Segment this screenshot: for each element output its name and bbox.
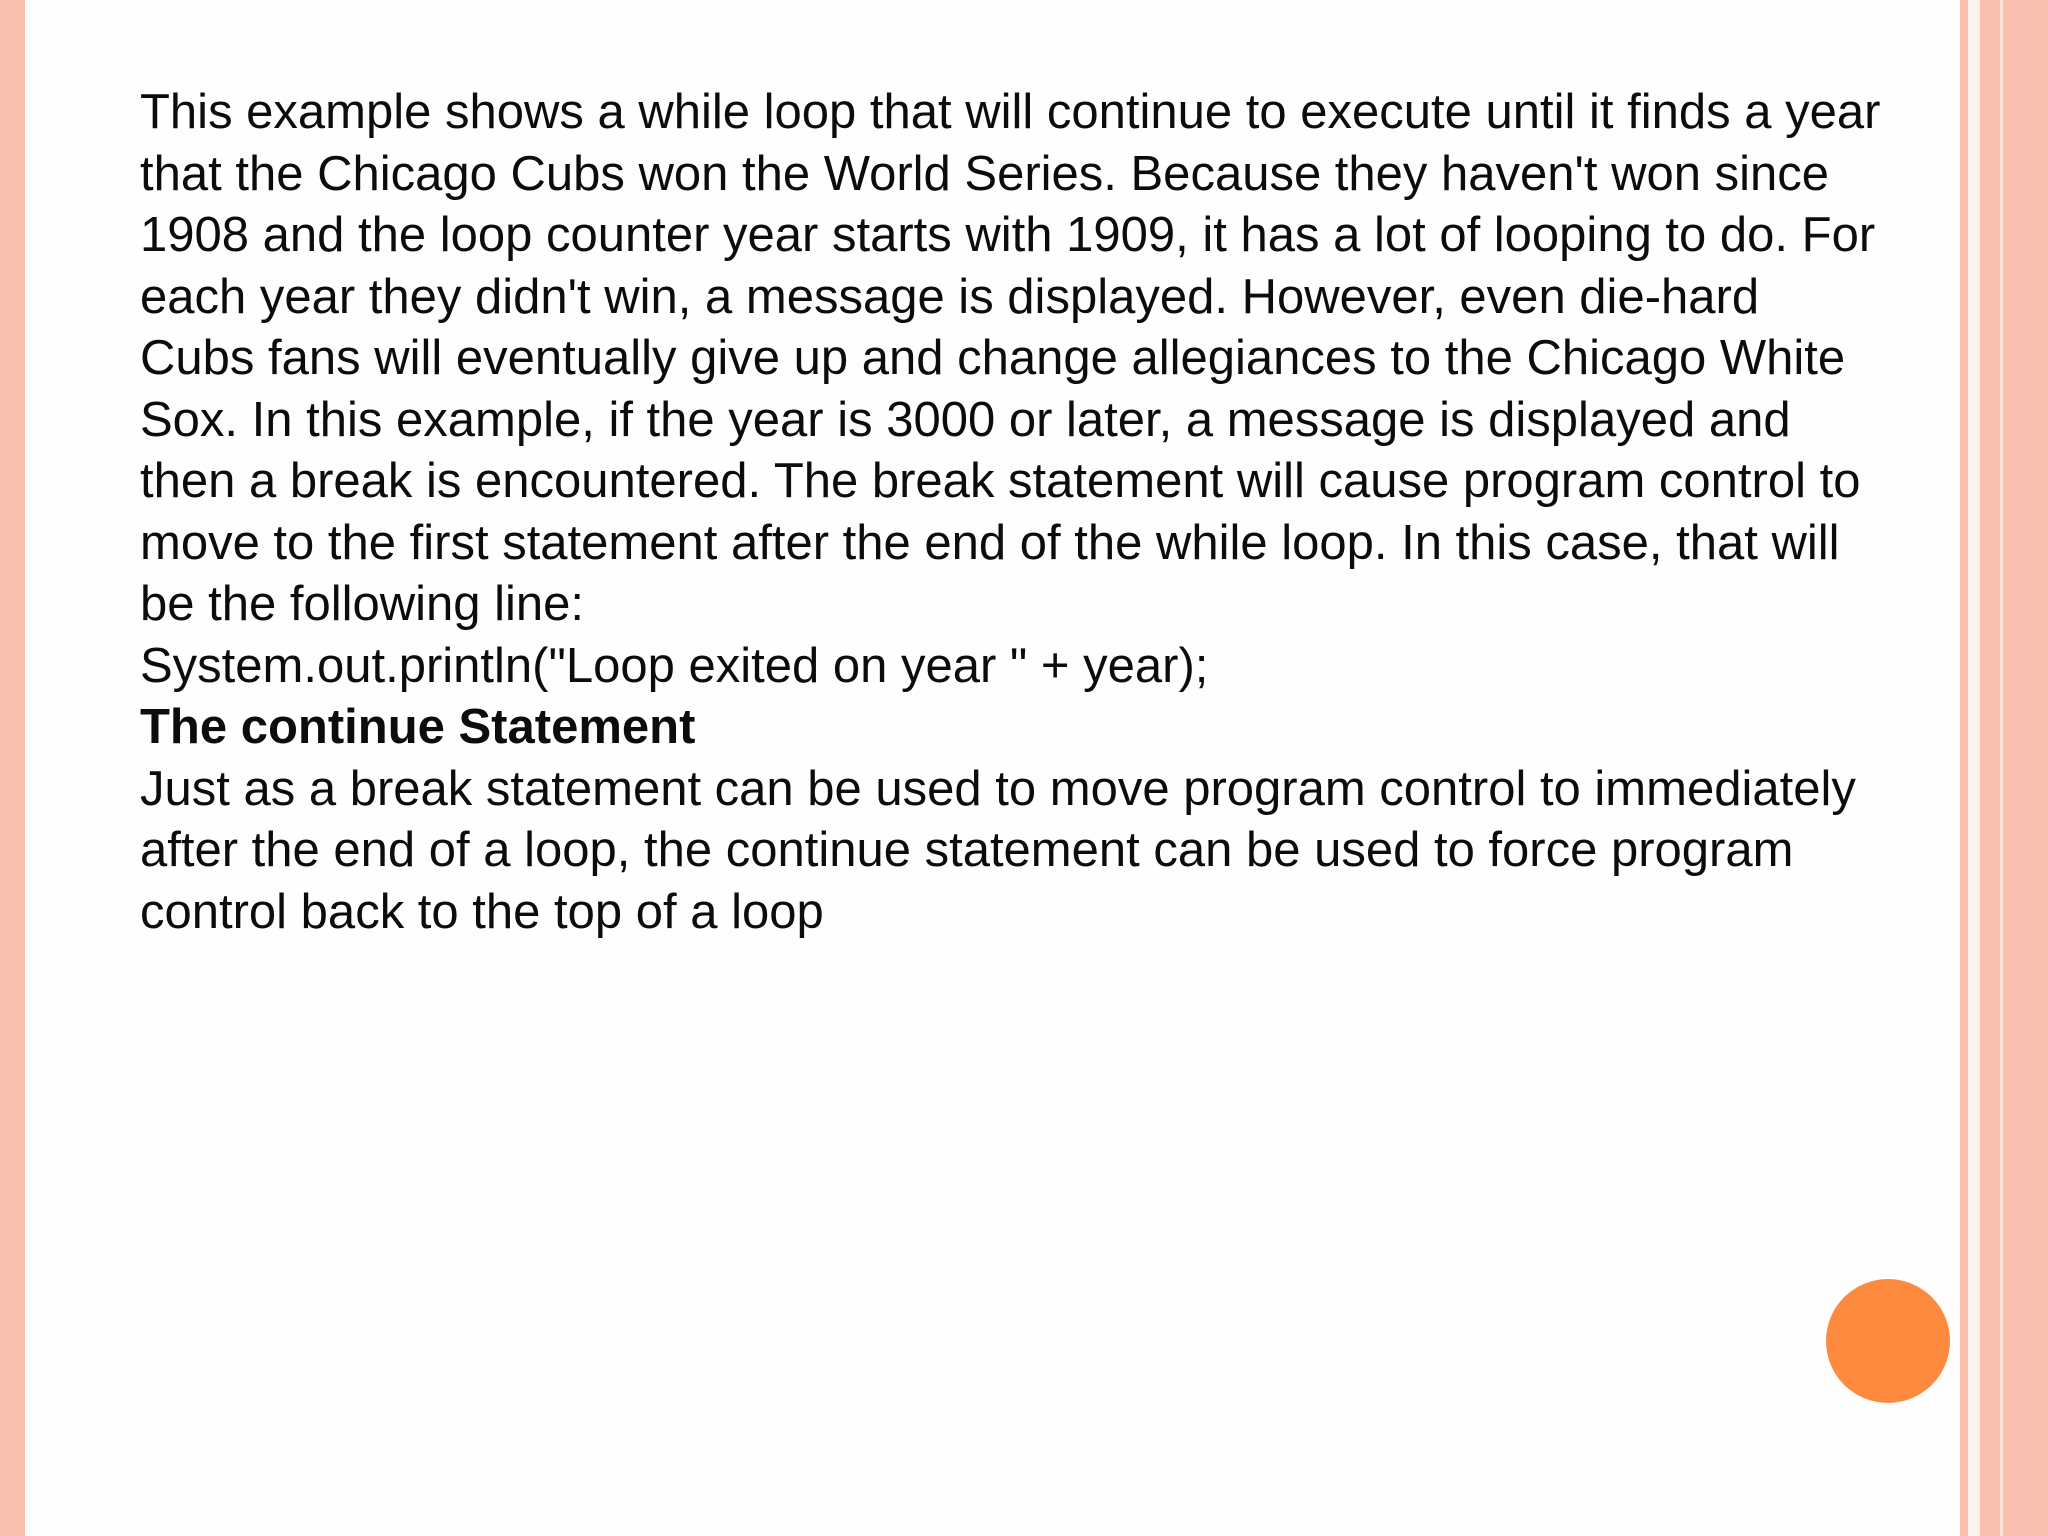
closing-line: Just as a break statement can be used to move program control to immediately [140, 761, 1856, 816]
body-line: move to the first statement after the end of the while loop. In this case, that will [140, 515, 1840, 570]
right-border-stripe [2003, 0, 2048, 1536]
closing-line: control back to the top of a loop [140, 884, 824, 939]
body-line: each year they didn't win, a message is displayed. However, even die-hard [140, 269, 1760, 324]
body-line: Sox. In this example, if the year is 3000 or later, a message is displayed and [140, 392, 1791, 447]
right-border-stripe [1980, 0, 2000, 1536]
body-line: then a break is encountered. The break statement will cause program control to [140, 454, 1861, 508]
code-line: System.out.println("Loop exited on year " + year); [140, 638, 1209, 693]
right-border-gap [1968, 0, 1980, 1536]
body-line: 1908 and the loop counter year starts with 1909, it has a lot of looping to do. For [140, 208, 1876, 262]
body-line: This example shows a while loop that will continue to execute until it finds a year [140, 85, 1881, 139]
slide-body [140, 82, 1960, 943]
body-line: Cubs fans will eventually give up and change allegiances to the Chicago White [140, 331, 1846, 385]
body-line: be the following line: [140, 577, 585, 631]
closing-line: after the end of a loop, the continue statement can be used to force program [140, 823, 1794, 877]
right-border-stripe [1960, 0, 1968, 1536]
body-line: that the Chicago Cubs won the World Series. Because they haven't won since [140, 146, 1830, 201]
left-border-bar [0, 0, 25, 1536]
section-heading: The continue Statement [140, 700, 696, 754]
decorative-circle-icon [1826, 1279, 1950, 1403]
